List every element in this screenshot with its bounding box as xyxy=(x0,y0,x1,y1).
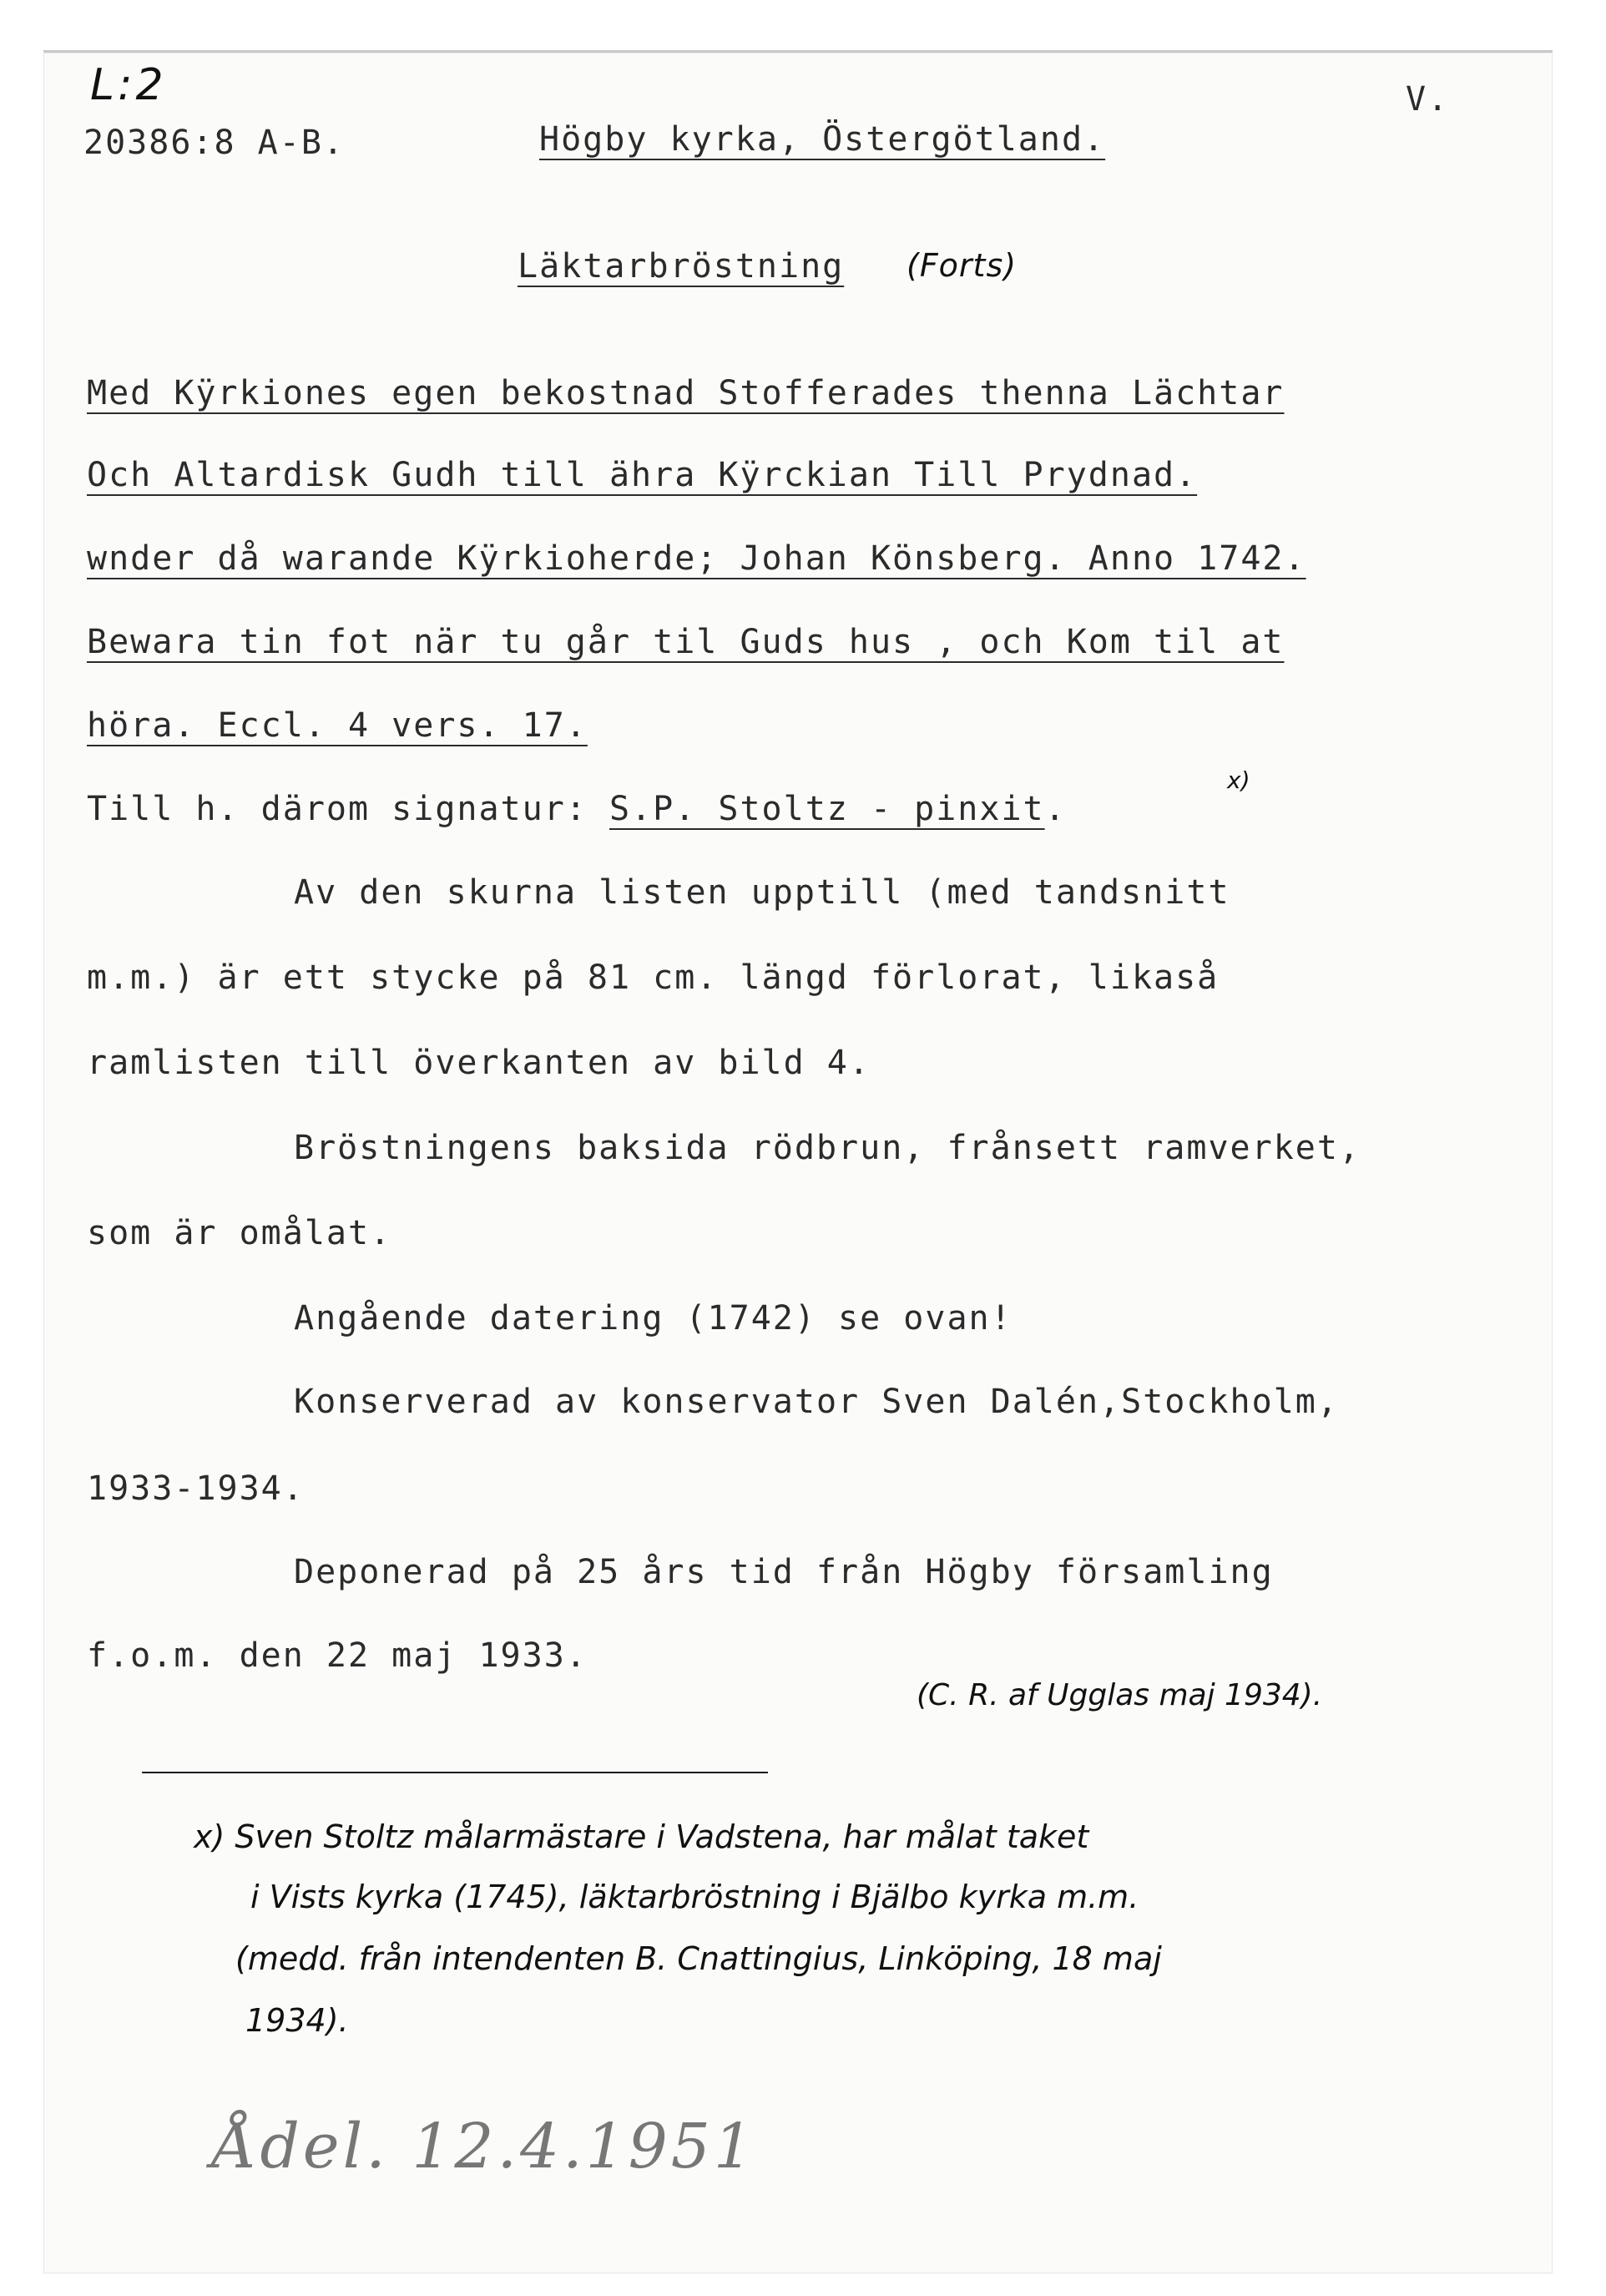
page-marker: V. xyxy=(1406,80,1450,119)
body-line-10: f.o.m. den 22 maj 1933. xyxy=(87,1636,588,1675)
footnote-reference-mark: x) xyxy=(1227,766,1250,794)
signature-line xyxy=(87,790,1067,828)
footnote-line-3: (medd. från intendenten B. Cnattingius, Linköping, 18 maj xyxy=(235,1940,1162,1977)
body-line-5: som är omålat. xyxy=(87,1214,392,1252)
body-line-8: 1933-1934. xyxy=(87,1469,305,1508)
inscription-line-5: höra. Eccl. 4 vers. 17. xyxy=(87,706,588,745)
body-line-3: ramlisten till överkanten av bild 4. xyxy=(87,1044,871,1082)
footnote-line-2: i Vists kyrka (1745), läktarbröstning i Bjälbo kyrka m.m. xyxy=(250,1879,1139,1915)
location-title: Högby kyrka, Östergötland. xyxy=(539,120,1106,159)
body-line-4: Bröstningens baksida rödbrun, frånsett ramverket, xyxy=(294,1129,1361,1167)
body-line-2: m.m.) är ett stycke på 81 cm. längd förlorat, likaså xyxy=(87,958,1220,997)
inscription-line-1: Med Kÿrkiones egen bekostnad Stofferades thenna Lächtar xyxy=(87,374,1285,412)
inscription-line-4: Bewara tin fot när tu går til Guds hus , och Kom til at xyxy=(87,623,1285,661)
inscription-line-3: wnder då warande Kÿrkioherde; Johan Könsberg. Anno 1742. xyxy=(87,539,1306,578)
body-line-1: Av den skurna listen upptill (med tandsnitt xyxy=(294,873,1230,912)
section-heading: Läktarbröstning xyxy=(518,247,845,286)
painter-signature: S.P. Stoltz - pinxit xyxy=(609,790,1045,828)
inscription-line-2: Och Altardisk Gudh till ähra Kÿrckian Till Prydnad. xyxy=(87,456,1198,494)
body-line-7: Konserverad av konservator Sven Dalén,Stockholm, xyxy=(294,1383,1339,1421)
section-heading-continued: (Forts) xyxy=(907,247,1018,284)
footnote-line-1: x) Sven Stoltz målarmästare i Vadstena, har målat taket xyxy=(194,1818,1089,1855)
author-note: (C. R. af Ugglas maj 1934). xyxy=(917,1678,1323,1712)
footnote-line-4: 1934). xyxy=(245,2002,349,2039)
inventory-number: 20386:8 A-B. xyxy=(83,124,345,162)
shelfmark-handwritten: L:2 xyxy=(90,60,167,110)
body-line-9: Deponerad på 25 års tid från Högby församling xyxy=(294,1553,1274,1591)
pencil-date-note: Ådel. 12.4.1951 xyxy=(212,2111,756,2182)
signature-prefix: Till h. därom signatur: xyxy=(87,790,609,828)
signature-suffix: . xyxy=(1044,790,1067,828)
body-line-6: Angående datering (1742) se ovan! xyxy=(294,1299,1013,1338)
footnote-divider xyxy=(142,1772,768,1773)
